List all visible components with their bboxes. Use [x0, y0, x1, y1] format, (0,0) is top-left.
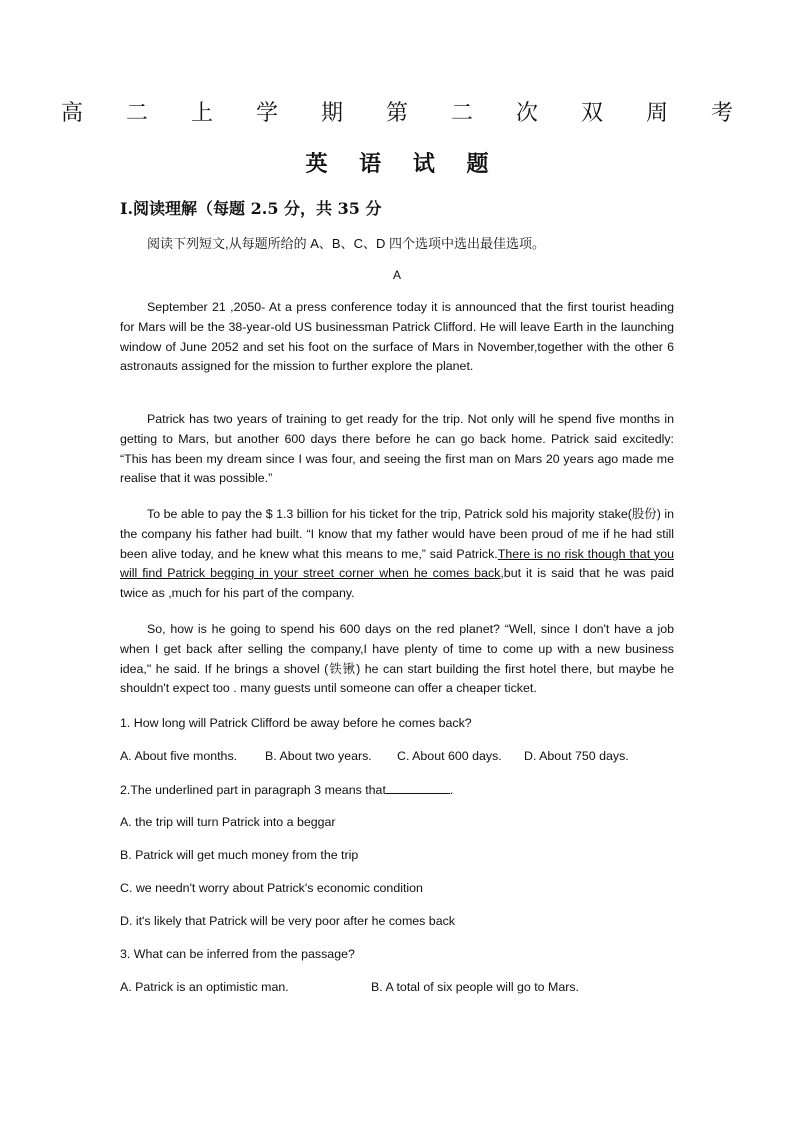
- section-instruction: 阅读下列短文,从每题所给的 A、B、C、D 四个选项中选出最佳选项。: [147, 236, 545, 251]
- question-3-stem: 3. What can be inferred from the passage?: [120, 947, 355, 961]
- question-1-option-a: A. About five months.: [120, 749, 238, 763]
- paragraph-3-text: To be able to pay the $ 1.3 billion for his ticket for the trip, Patrick sold his majority stake(股份) in the company his father had built. “I know that my father would have been proud of me if he had still been alive today, and he knew what this means to me,” said Patrick.: [120, 507, 674, 561]
- question-1-option-d: D. About 750 days.: [524, 749, 629, 763]
- question-2-text: 2.The underlined part in paragraph 3 means that: [120, 783, 386, 797]
- question-1-stem: 1. How long will Patrick Clifford be away before he comes back?: [120, 716, 472, 730]
- paragraph-3-tail: ,but it is said that he was paid twice as ,much for his part of the company.: [120, 566, 674, 601]
- question-1-option-b: B. About two years.: [265, 749, 372, 763]
- answer-blank: [386, 782, 450, 794]
- question-2-option-b: B. Patrick will get much money from the trip: [120, 848, 359, 862]
- exam-title: 高 二 上 学 期 第 二 次 双 周 考: [61, 101, 751, 126]
- passage-paragraph-3: [120, 505, 674, 604]
- section-heading: Ⅰ.阅读理解（每题 2.5 分，共 35 分: [120, 199, 382, 218]
- question-1-option-c: C. About 600 days.: [397, 749, 502, 763]
- passage-label: A: [392, 268, 401, 282]
- exam-subtitle: 英 语 试 题: [305, 152, 501, 177]
- question-1-options: [120, 749, 629, 763]
- question-2-period: .: [449, 783, 454, 797]
- passage-paragraph-2: Patrick has two years of training to get ready for the trip. Not only will he spend five months in getting to Mars, but another 600 days there before he can go back home. Patrick said excitedly: “This has been my dream since I was four, and seeing the first man on Mars 20 years ago made me realise that it was possible.”: [120, 412, 674, 486]
- question-2-stem: [120, 782, 453, 797]
- question-2-option-d: D. it's likely that Patrick will be very poor after he comes back: [120, 914, 455, 928]
- question-2-option-c: C. we needn't worry about Patrick's economic condition: [120, 881, 423, 895]
- passage-paragraph-1: September 21 ,2050- At a press conference today it is announced that the first tourist heading for Mars will be the 38-year-old US businessman Patrick Clifford. He will leave Earth in the launching window of June 2052 and set his foot on the surface of Mars in November,together with the other 6 astronauts assigned for the mission to further explore the planet.: [120, 300, 674, 374]
- underlined-sentence: There is no risk though that you will find Patrick begging in your street corner when he comes back: [120, 546, 674, 581]
- question-3-options: [120, 980, 579, 994]
- question-2-option-a: A. the trip will turn Patrick into a beggar: [120, 815, 336, 829]
- passage-paragraph-4: So, how is he going to spend his 600 days on the red planet? “Well, since I don't have a job when I get back after selling the company,I have plenty of time to come up with a new business idea," he said. If he brings a shovel (铁锹) he can start building the first hotel there, but maybe he shouldn't expect too . many guests until someone can offer a cheaper ticket.: [120, 622, 674, 696]
- question-3-option-b: B. A total of six people will go to Mars.: [371, 980, 579, 994]
- question-3-option-a: A. Patrick is an optimistic man.: [120, 980, 289, 994]
